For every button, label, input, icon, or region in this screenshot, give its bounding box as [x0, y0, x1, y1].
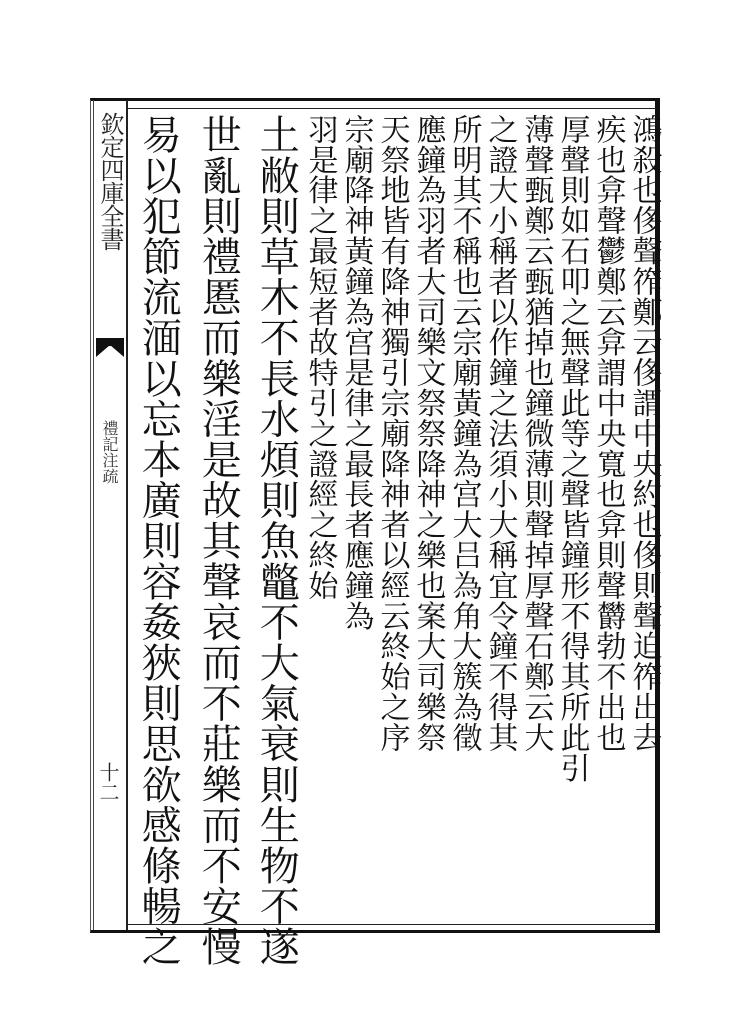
- margin-page-number: 十二: [96, 762, 120, 802]
- annotation-column: 疾也弇聲鬱鄭云弇謂中央寬也弇則聲欝勃不出也: [590, 114, 626, 753]
- margin-title: 欽定四庫全書: [96, 112, 124, 250]
- annotation-column: 天祭地皆有降神獨引宗廟降神者以經云終始之序: [374, 114, 410, 753]
- annotation-column: 宗廟降神黃鐘為宫是律之最長者應鐘為: [338, 114, 374, 631]
- annotation-column: 薄聲甄鄭云甄猶掉也鐘微薄則聲掉厚聲石鄭云大: [518, 114, 554, 753]
- annotation-column: 之證大小稱者以作鐘之法須小大稱宜令鐘不得其: [482, 114, 518, 753]
- main-text-column: 世亂則禮慝而樂淫是故其聲哀而不莊樂而不安慢: [195, 114, 242, 967]
- margin-rule-right: [126, 100, 128, 930]
- main-text-column: 易以犯節流湎以忘本廣則容姦狹則思欲感條暢之: [135, 114, 182, 967]
- margin-book-title: 禮記注疏: [100, 420, 119, 484]
- annotation-column: 羽是律之最短者故特引之證經之終始: [302, 114, 338, 601]
- annotation-column: 鴻殺也侈聲筰鄭云侈謂中央約也侈則聲迫筰出去: [626, 114, 662, 753]
- annotation-column: 厚聲則如石叩之無聲此等之聲皆鐘形不得其所此引: [554, 114, 590, 783]
- main-text-column: 土敝則草木不長水煩則魚鼈不大氣衰則生物不遂: [253, 114, 300, 967]
- fishtail-mark: [96, 345, 124, 357]
- margin-rule-left: [93, 100, 94, 930]
- annotation-column: 所明其不稱也云宗廟黃鐘為宫大吕為角大簇為徵: [446, 114, 482, 753]
- annotation-column: 應鐘為羽者大司樂文祭祭降神之樂也案大司樂祭: [410, 114, 446, 753]
- frame-top-rule: [128, 108, 656, 109]
